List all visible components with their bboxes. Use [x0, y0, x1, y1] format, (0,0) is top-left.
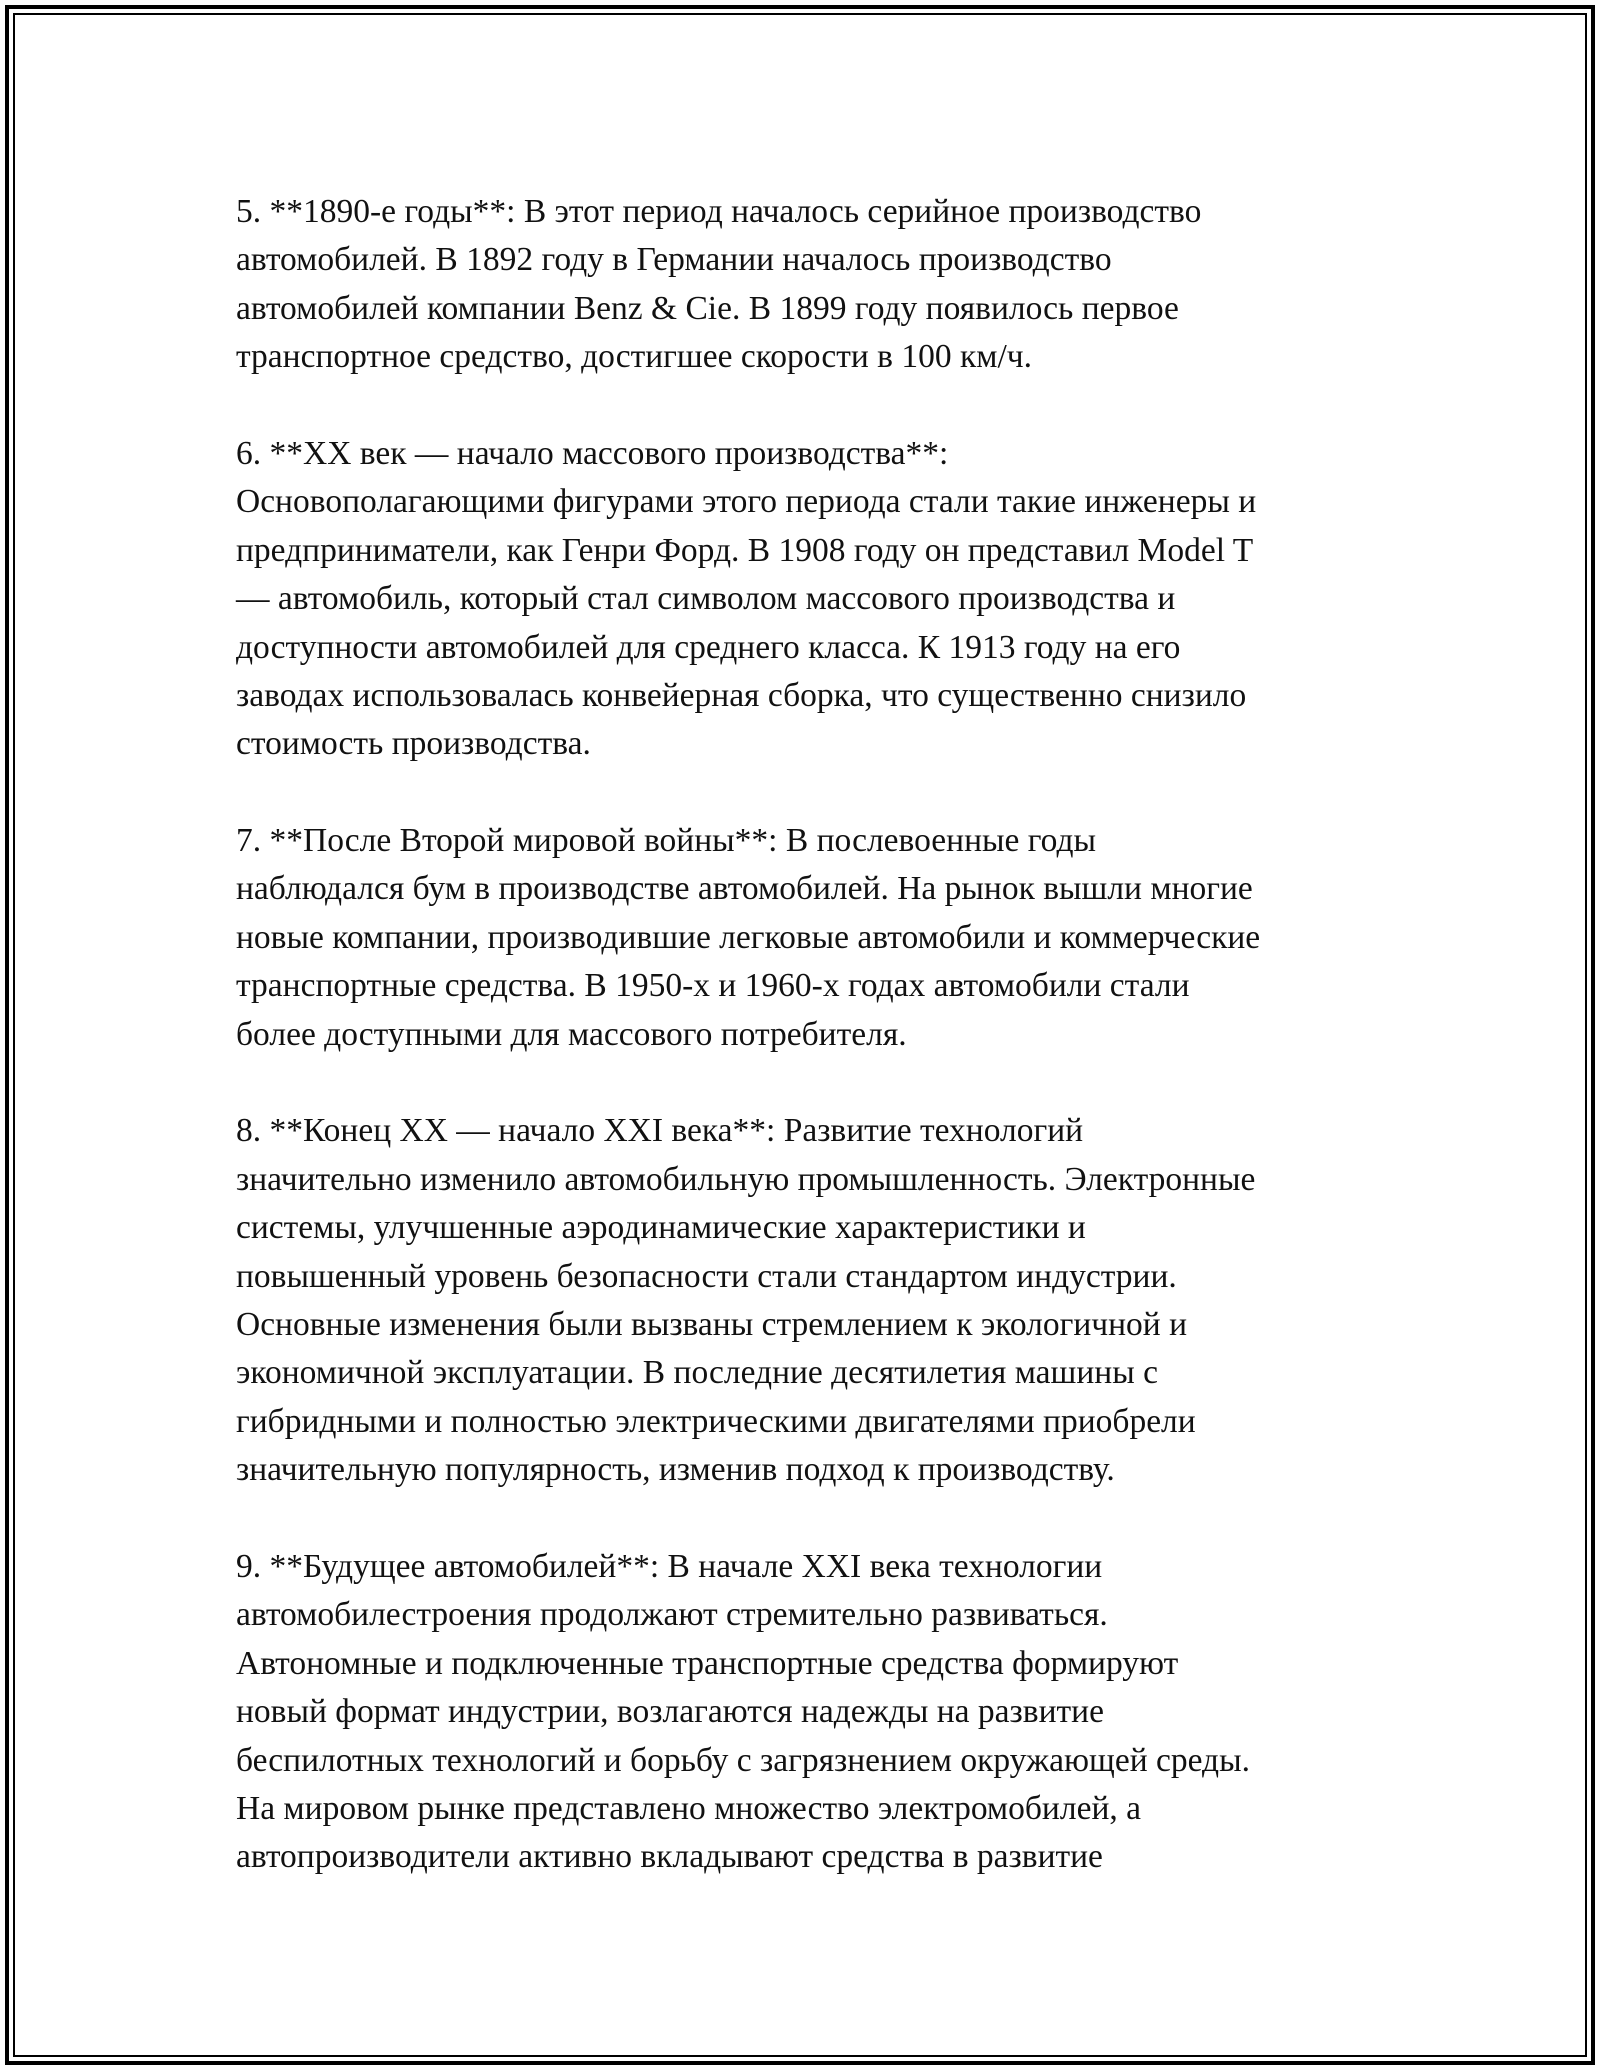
- paragraph-spacer: [236, 769, 1406, 817]
- text-line: автопроизводители активно вкладывают средства в развитие: [236, 1838, 1103, 1876]
- text-line: Основные изменения были вызваны стремлением к экологичной и: [236, 1305, 1188, 1343]
- text-line: 9. **Будущее автомобилей**: В начале XXI века технологии: [236, 1547, 1103, 1585]
- text-line: новый формат индустрии, возлагаются надежды на развитие: [236, 1693, 1104, 1731]
- paragraph-5: [236, 188, 1406, 382]
- text-line: экономичной эксплуатации. В последние десятилетия машины с: [236, 1354, 1158, 1392]
- text-line: новые компании, производившие легковые автомобили и коммерческие: [236, 918, 1261, 956]
- paragraph-spacer: [236, 382, 1406, 430]
- paragraph-spacer: [236, 1059, 1406, 1107]
- text-line: — автомобиль, который стал символом массового производства и: [236, 580, 1176, 618]
- text-line: системы, улучшенные аэродинамические характеристики и: [236, 1209, 1086, 1247]
- text-line: 8. **Конец XX — начало XXI века**: Развитие технологий: [236, 1112, 1084, 1150]
- text-line: автомобилей компании Benz & Cie. В 1899 году появилось первое: [236, 289, 1179, 327]
- text-line: более доступными для массового потребителя.: [236, 1015, 907, 1053]
- text-line: 5. **1890-е годы**: В этот период началось серийное производство: [236, 193, 1202, 230]
- paragraph-7: [236, 817, 1406, 1059]
- text-line: транспортные средства. В 1950-х и 1960-х годах автомобили стали: [236, 967, 1190, 1005]
- text-line: беспилотных технологий и борьбу с загрязнением окружающей среды.: [236, 1741, 1250, 1779]
- text-line: стоимость производства.: [236, 725, 591, 763]
- text-line: значительно изменило автомобильную промышленность. Электронные: [236, 1160, 1256, 1198]
- paragraph-6: [236, 430, 1406, 769]
- text-line: заводах использовалась конвейерная сборка, что существенно снизило: [236, 676, 1247, 714]
- text-line: Основополагающими фигурами этого периода стали такие инженеры и: [236, 483, 1257, 521]
- paragraph-spacer: [236, 1495, 1406, 1543]
- text-line: 7. **После Второй мировой войны**: В послевоенные годы: [236, 822, 1097, 860]
- text-line: 6. **XX век — начало массового производства**:: [236, 434, 949, 472]
- text-line: значительную популярность, изменив подход к производству.: [236, 1451, 1115, 1489]
- text-line: автомобилестроения продолжают стремительно развиваться.: [236, 1596, 1108, 1634]
- text-line: повышенный уровень безопасности стали стандартом индустрии.: [236, 1257, 1177, 1295]
- text-line: транспортное средство, достигшее скорости в 100 км/ч.: [236, 338, 1032, 376]
- text-line: автомобилей. В 1892 году в Германии началось производство: [236, 241, 1112, 279]
- text-line: На мировом рынке представлено множество электромобилей, а: [236, 1789, 1141, 1827]
- text-line: доступности автомобилей для среднего класса. К 1913 году на его: [236, 628, 1181, 666]
- text-line: Автономные и подключенные транспортные средства формируют: [236, 1644, 1179, 1682]
- text-line: предприниматели, как Генри Форд. В 1908 году он представил Model T: [236, 531, 1254, 569]
- text-line: гибридными и полностью электрическими двигателями приобрели: [236, 1402, 1196, 1440]
- paragraph-9: [236, 1543, 1406, 1882]
- paragraph-8: [236, 1107, 1406, 1494]
- document-body: [236, 188, 1406, 1882]
- text-line: наблюдался бум в производстве автомобилей. На рынок вышли многие: [236, 870, 1253, 908]
